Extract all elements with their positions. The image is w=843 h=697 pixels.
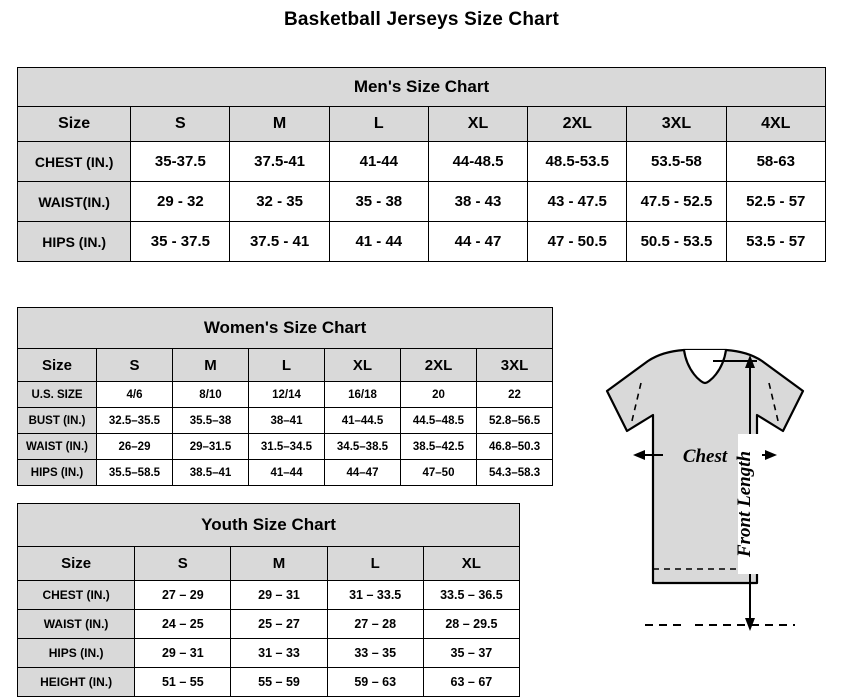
womens-hips-s: 35.5–58.5 [97,460,173,486]
womens-table-caption-row [18,308,553,349]
table-row [18,460,553,486]
womens-waist-2xl: 38.5–42.5 [401,434,477,460]
mens-col-m: M [230,107,329,142]
womens-col-l: L [249,349,325,382]
youth-row-label-hips: HIPS (IN.) [18,639,135,668]
chest-label: Chest [682,446,728,467]
youth-height-l: 59 – 63 [327,668,423,697]
youth-hips-l: 33 – 35 [327,639,423,668]
mens-chest-3xl: 53.5-58 [627,142,726,182]
mens-row-label-chest: CHEST (IN.) [18,142,131,182]
mens-col-size: Size [18,107,131,142]
womens-row-label-waist: WAIST (IN.) [18,434,97,460]
mens-size-chart-table [17,67,826,262]
mens-chest-xl: 44-48.5 [428,142,527,182]
mens-waist-s: 29 - 32 [131,182,230,222]
table-row [18,639,520,668]
youth-row-label-height: HEIGHT (IN.) [18,668,135,697]
womens-col-m: M [173,349,249,382]
youth-col-xl: XL [423,547,519,581]
mens-col-3xl: 3XL [627,107,726,142]
youth-waist-m: 25 – 27 [231,610,327,639]
womens-ussize-3xl: 22 [477,382,553,408]
womens-hips-xl: 44–47 [325,460,401,486]
youth-chest-l: 31 – 33.5 [327,581,423,610]
womens-bust-s: 32.5–35.5 [97,408,173,434]
youth-row-label-chest: CHEST (IN.) [18,581,135,610]
womens-col-size: Size [18,349,97,382]
womens-col-s: S [97,349,173,382]
mens-chest-m: 37.5-41 [230,142,329,182]
womens-waist-s: 26–29 [97,434,173,460]
womens-bust-2xl: 44.5–48.5 [401,408,477,434]
youth-table-header-row [18,547,520,581]
mens-hips-xl: 44 - 47 [428,222,527,262]
youth-col-m: M [231,547,327,581]
youth-chest-s: 27 – 29 [135,581,231,610]
youth-waist-s: 24 – 25 [135,610,231,639]
womens-bust-l: 38–41 [249,408,325,434]
womens-ussize-l: 12/14 [249,382,325,408]
youth-row-label-waist: WAIST (IN.) [18,610,135,639]
chest-arrow-left-head [633,450,645,460]
mens-row-label-waist: WAIST(IN.) [18,182,131,222]
youth-hips-xl: 35 – 37 [423,639,519,668]
mens-col-l: L [329,107,428,142]
youth-height-m: 55 – 59 [231,668,327,697]
womens-waist-l: 31.5–34.5 [249,434,325,460]
youth-size-chart-table [17,503,520,697]
mens-waist-2xl: 43 - 47.5 [528,182,627,222]
mens-table-caption-row [18,68,826,107]
table-row [18,408,553,434]
womens-bust-xl: 41–44.5 [325,408,401,434]
womens-bust-m: 35.5–38 [173,408,249,434]
youth-waist-xl: 28 – 29.5 [423,610,519,639]
womens-size-chart-table [17,307,553,486]
mens-col-s: S [131,107,230,142]
mens-chest-s: 35-37.5 [131,142,230,182]
womens-row-label-us-size: U.S. SIZE [18,382,97,408]
mens-waist-4xl: 52.5 - 57 [726,182,825,222]
mens-table-header-row [18,107,826,142]
youth-col-s: S [135,547,231,581]
mens-col-4xl: 4XL [726,107,825,142]
mens-row-label-hips: HIPS (IN.) [18,222,131,262]
mens-col-2xl: 2XL [528,107,627,142]
mens-hips-l: 41 - 44 [329,222,428,262]
mens-waist-m: 32 - 35 [230,182,329,222]
womens-row-label-bust: BUST (IN.) [18,408,97,434]
mens-waist-l: 35 - 38 [329,182,428,222]
table-row [18,182,826,222]
womens-waist-m: 29–31.5 [173,434,249,460]
mens-hips-m: 37.5 - 41 [230,222,329,262]
womens-hips-m: 38.5–41 [173,460,249,486]
womens-ussize-2xl: 20 [401,382,477,408]
table-row [18,142,826,182]
youth-col-l: L [327,547,423,581]
table-row [18,222,826,262]
mens-chest-4xl: 58-63 [726,142,825,182]
mens-hips-s: 35 - 37.5 [131,222,230,262]
jersey-measurement-diagram [545,339,835,679]
youth-chest-m: 29 – 31 [231,581,327,610]
mens-hips-3xl: 50.5 - 53.5 [627,222,726,262]
womens-hips-l: 41–44 [249,460,325,486]
womens-hips-3xl: 54.3–58.3 [477,460,553,486]
womens-hips-2xl: 47–50 [401,460,477,486]
womens-bust-3xl: 52.8–56.5 [477,408,553,434]
mens-col-xl: XL [428,107,527,142]
table-row [18,668,520,697]
youth-hips-m: 31 – 33 [231,639,327,668]
youth-height-s: 51 – 55 [135,668,231,697]
table-row [18,610,520,639]
womens-table-header-row [18,349,553,382]
table-row [18,382,553,408]
womens-ussize-xl: 16/18 [325,382,401,408]
womens-waist-3xl: 46.8–50.3 [477,434,553,460]
womens-col-xl: XL [325,349,401,382]
table-row [18,434,553,460]
womens-ussize-m: 8/10 [173,382,249,408]
womens-ussize-s: 4/6 [97,382,173,408]
front-length-label: Front Length [734,450,755,558]
youth-height-xl: 63 – 67 [423,668,519,697]
womens-waist-xl: 34.5–38.5 [325,434,401,460]
womens-col-3xl: 3XL [477,349,553,382]
mens-hips-4xl: 53.5 - 57 [726,222,825,262]
mens-waist-3xl: 47.5 - 52.5 [627,182,726,222]
youth-hips-s: 29 – 31 [135,639,231,668]
mens-chest-2xl: 48.5-53.5 [528,142,627,182]
mens-hips-2xl: 47 - 50.5 [528,222,627,262]
chest-arrow-right-head [765,450,777,460]
womens-row-label-hips: HIPS (IN.) [18,460,97,486]
page-title: Basketball Jerseys Size Chart [283,9,560,30]
mens-waist-xl: 38 - 43 [428,182,527,222]
youth-table-caption-row [18,504,520,547]
mens-chest-l: 41-44 [329,142,428,182]
youth-col-size: Size [18,547,135,581]
youth-chest-xl: 33.5 – 36.5 [423,581,519,610]
youth-waist-l: 27 – 28 [327,610,423,639]
table-row [18,581,520,610]
mens-table-caption: Men's Size Chart [18,68,826,107]
womens-col-2xl: 2XL [401,349,477,382]
youth-table-caption: Youth Size Chart [18,504,520,547]
womens-table-caption: Women's Size Chart [18,308,553,349]
